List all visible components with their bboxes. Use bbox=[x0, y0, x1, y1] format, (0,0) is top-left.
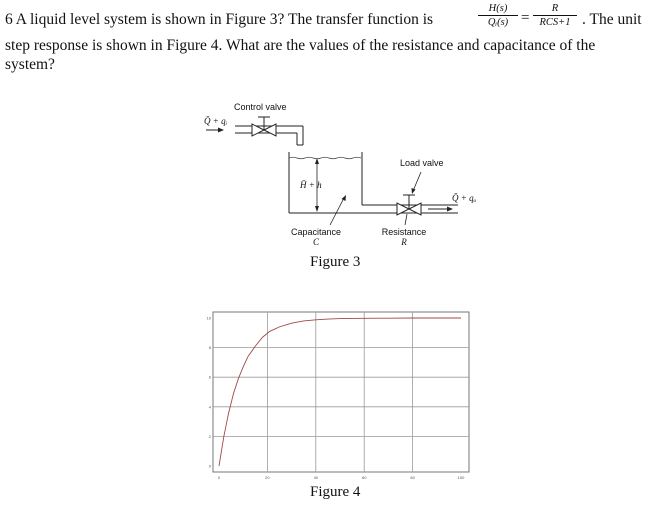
step-response-curve bbox=[219, 318, 461, 466]
question-line-3: system? bbox=[5, 56, 55, 73]
resistance-label: Resistance bbox=[381, 227, 427, 237]
tf-right-numerator: R bbox=[551, 3, 559, 14]
tf-right-denominator: RCS+1 bbox=[539, 17, 571, 28]
tf-left-numerator: H(s) bbox=[488, 3, 508, 14]
load-valve-label: Load valve bbox=[400, 158, 444, 168]
y-tick-label: 2 bbox=[208, 433, 211, 439]
inflow-label: Q̄ + qᵢ bbox=[204, 116, 227, 126]
capacitance-label: Capacitance bbox=[290, 227, 342, 237]
question-line-1b: . The unit bbox=[582, 11, 642, 28]
resistance-symbol: R bbox=[401, 237, 407, 247]
tf-left-denominator: Qᵢ(s) bbox=[487, 17, 509, 28]
chart-frame bbox=[213, 312, 469, 472]
y-tick-label: 8 bbox=[208, 345, 211, 351]
capacitance-symbol: C bbox=[312, 237, 319, 247]
head-label: H̄ + h bbox=[300, 180, 322, 190]
question-line-1a: 6 A liquid level system is shown in Figure 3? The transfer function is bbox=[5, 11, 434, 28]
y-tick-label: 4 bbox=[208, 404, 211, 410]
x-tick-label: 20 bbox=[265, 475, 270, 480]
figure-4-caption: Figure 4 bbox=[310, 484, 361, 500]
y-tick-label: 10 bbox=[206, 315, 211, 321]
y-tick-label: 6 bbox=[208, 374, 211, 380]
x-tick-label: 60 bbox=[361, 475, 367, 480]
x-tick-label: 100 bbox=[457, 475, 465, 480]
equals-sign: = bbox=[521, 10, 530, 26]
x-tick-label: 80 bbox=[410, 475, 415, 480]
x-tick-label: 40 bbox=[313, 475, 319, 480]
outflow-label: Q̄ + qₒ bbox=[452, 193, 477, 203]
question-line-2: step response is shown in Figure 4. What are the values of the resistance and capacitance of the bbox=[5, 37, 596, 54]
figure-3-caption: Figure 3 bbox=[310, 254, 361, 270]
x-tick-label: 0 bbox=[217, 475, 221, 480]
y-tick-label: 0 bbox=[208, 463, 211, 469]
control-valve-label: Control valve bbox=[234, 102, 287, 112]
